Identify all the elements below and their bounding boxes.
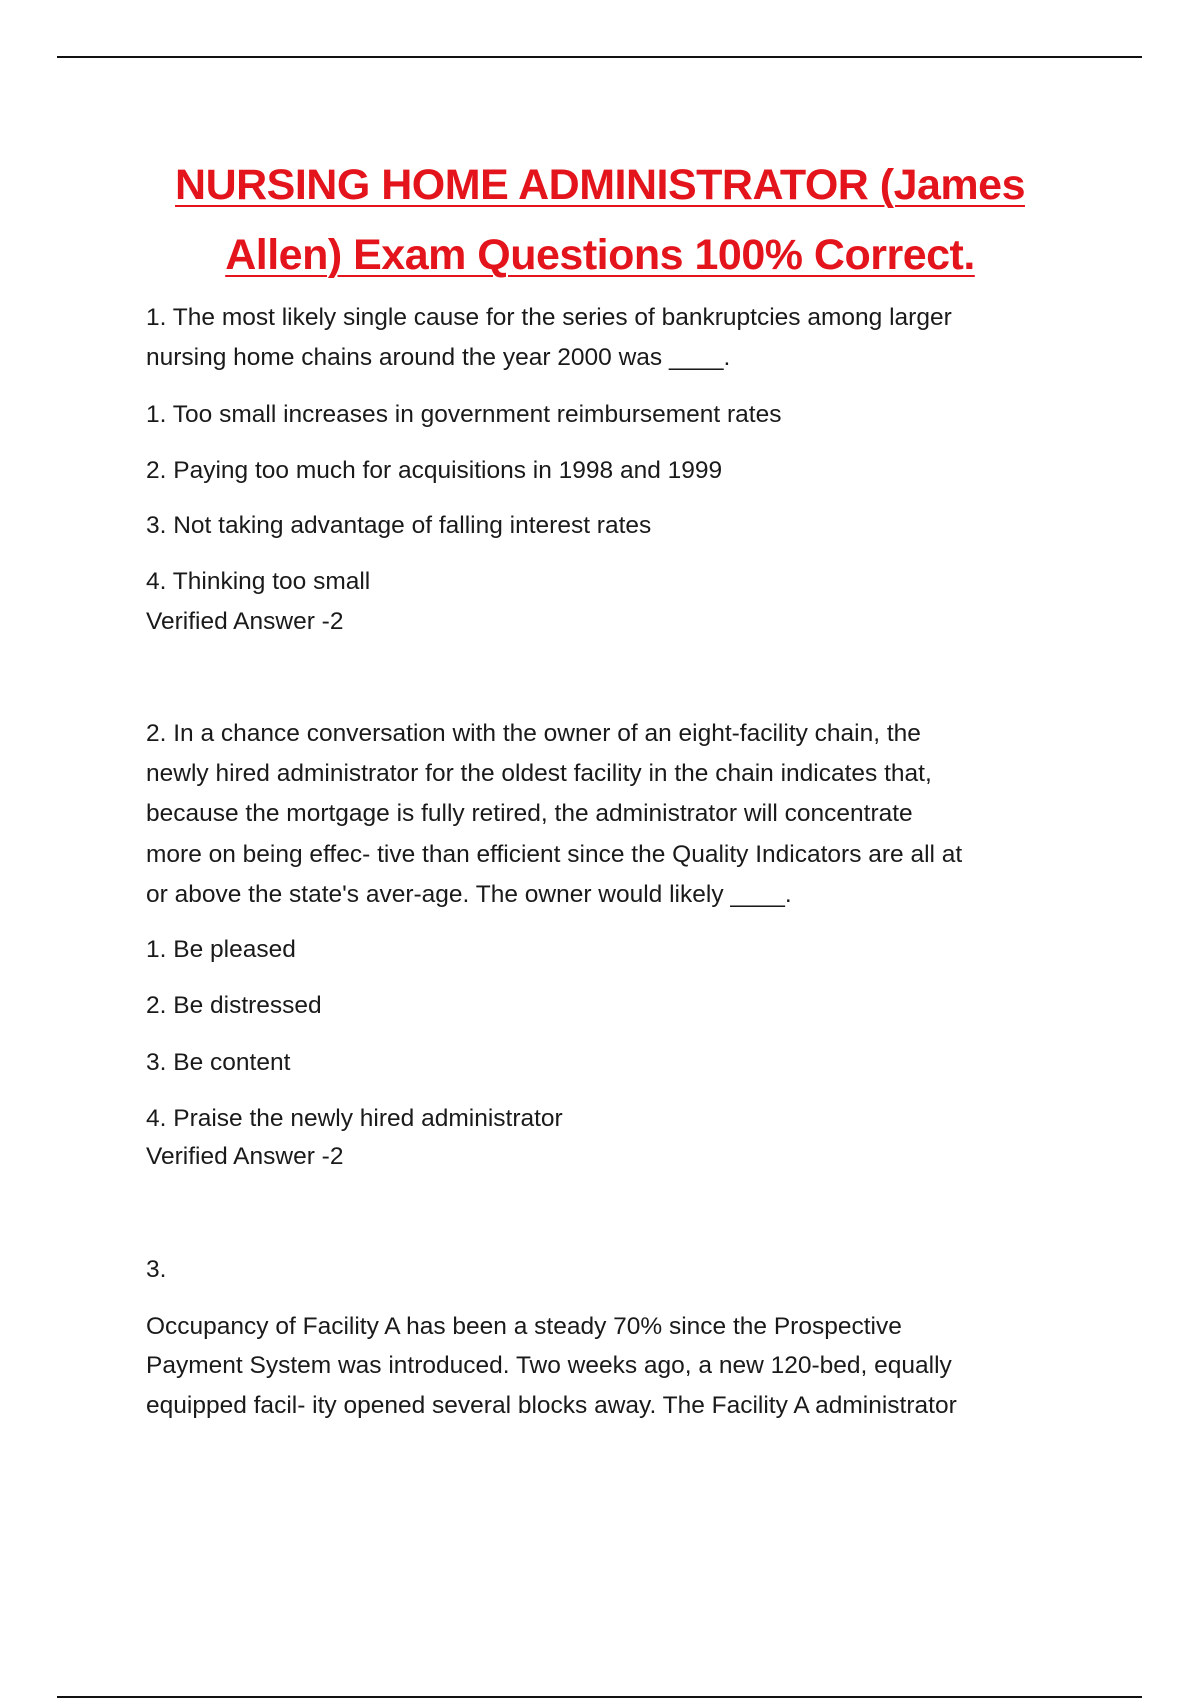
question-2-line-3: because the mortgage is fully retired, the administrator will concentrate	[146, 800, 913, 827]
question-2-option-4: 4. Praise the newly hired administrator	[146, 1105, 563, 1132]
question-1-option-4: 4. Thinking too small	[146, 568, 371, 595]
document-title	[100, 150, 1100, 290]
question-3-number: 3.	[146, 1256, 167, 1283]
question-1-answer: Verified Answer -2	[146, 608, 344, 635]
question-3-line-3: equipped facil- ity opened several blocks away. The Facility A administrator	[146, 1392, 957, 1419]
question-1-option-2: 2. Paying too much for acquisitions in 1998 and 1999	[146, 457, 723, 484]
question-2-option-3: 3. Be content	[146, 1049, 291, 1076]
question-2-line-5: or above the state's aver-age. The owner would likely ____.	[146, 881, 792, 908]
question-1-line-1: 1. The most likely single cause for the series of bankruptcies among larger	[146, 304, 952, 331]
title-line-2: Allen) Exam Questions 100% Correct.	[225, 231, 975, 279]
question-2-option-2: 2. Be distressed	[146, 992, 322, 1019]
footer-rule	[57, 1696, 1142, 1698]
title-line-1: NURSING HOME ADMINISTRATOR (James	[175, 161, 1025, 209]
question-1-option-3: 3. Not taking advantage of falling interest rates	[146, 512, 652, 539]
question-2-line-1: 2. In a chance conversation with the owner of an eight-facility chain, the	[146, 720, 921, 747]
question-2-line-2: newly hired administrator for the oldest facility in the chain indicates that,	[146, 760, 932, 787]
question-2-option-1: 1. Be pleased	[146, 936, 296, 963]
question-3-line-1: Occupancy of Facility A has been a steady 70% since the Prospective	[146, 1313, 902, 1340]
question-2-line-4: more on being effec- tive than efficient since the Quality Indicators are all at	[146, 841, 963, 868]
question-3-line-2: Payment System was introduced. Two weeks ago, a new 120-bed, equally	[146, 1352, 952, 1379]
question-1-line-2: nursing home chains around the year 2000 was ____.	[146, 344, 731, 371]
header-rule	[57, 56, 1142, 58]
question-2-answer: Verified Answer -2	[146, 1143, 344, 1170]
question-1-option-1: 1. Too small increases in government reimbursement rates	[146, 401, 782, 428]
